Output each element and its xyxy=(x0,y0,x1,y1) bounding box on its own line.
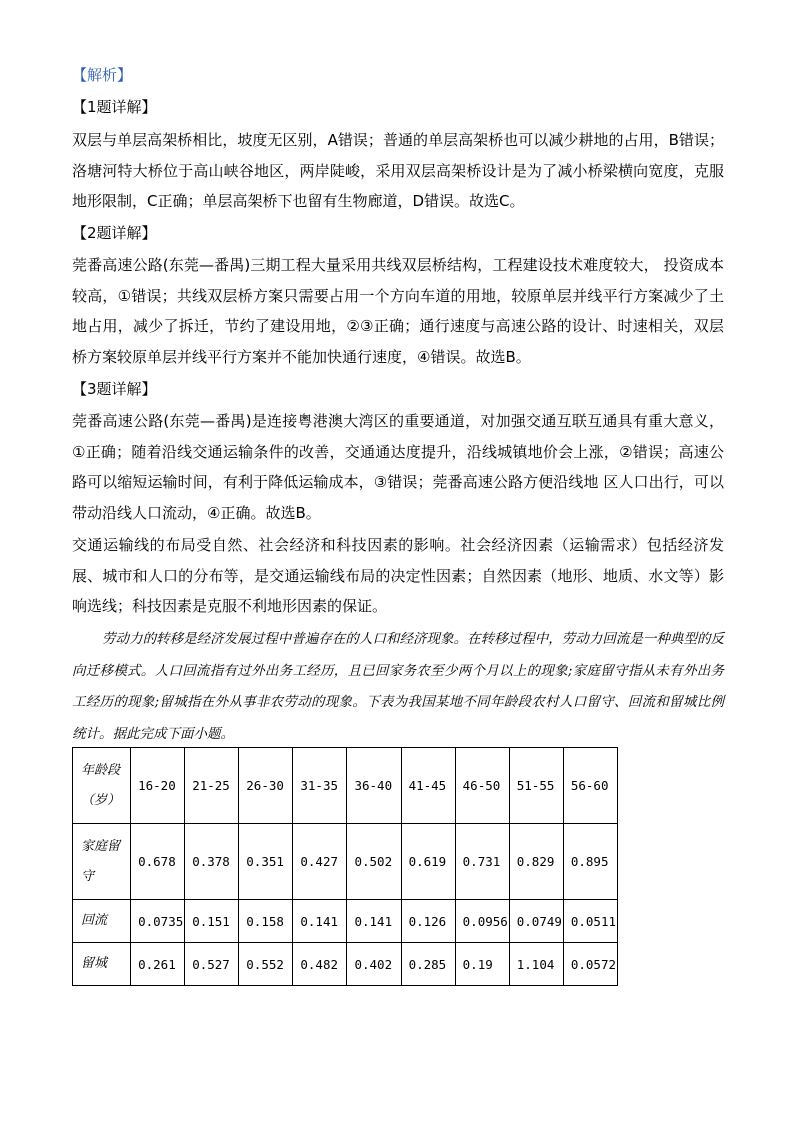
population-ratio-table xyxy=(72,747,618,986)
summary-paragraph: 交通运输线的布局受自然、社会经济和科技因素的影响。社会经济因素（运输需求）包括经济发展、城市和人口的分布等，是交通运输线布局的决定性因素；自然因素（地形、地质、水文等）影响选线；科技因素是克服不利地形因素的保证。 xyxy=(72,536,724,616)
table-cell: 0.402 xyxy=(347,943,401,986)
table-cell: 0.678 xyxy=(131,824,185,900)
next-question-intro: 劳动力的转移是经济发展过程中普遍存在的人口和经济现象。在转移过程中，劳动力回流是一种典型的反向迁移模式。人口回流指有过外出务工经历，且已回家务农至少两个月以上的现象;家庭留守指从未有外出务工经历的现象;留城指在外从事非农劳动的现象。下表为我国某地不同年龄段农村人口留守、回流和留城比例统计。据此完成下面小题。 xyxy=(72,631,724,742)
table-cell: 0.285 xyxy=(401,943,455,986)
table-cell: 0.619 xyxy=(401,824,455,900)
table-cell: 0.351 xyxy=(239,824,293,900)
column-header: 31-35 xyxy=(293,748,347,824)
table-cell: 0.0749 xyxy=(509,900,563,943)
table-cell: 0.261 xyxy=(131,943,185,986)
table-row xyxy=(73,900,618,943)
table-cell: 0.895 xyxy=(563,824,617,900)
table-row xyxy=(73,824,618,900)
column-header: 36-40 xyxy=(347,748,401,824)
table-cell: 0.378 xyxy=(185,824,239,900)
column-header: 46-50 xyxy=(455,748,509,824)
table-cell: 0.502 xyxy=(347,824,401,900)
q3-explanation: 莞番高速公路(东莞—番禺)是连接粤港澳大湾区的重要通道，对加强交通互联互通具有重大意义，①正确；随着沿线交通运输条件的改善，交通通达度提升，沿线城镇地价会上涨，②错误；高速公路可以缩短运输时间，有利于降低运输成本，③错误；莞番高速公路方便沿线地 区人口出行，可以带动沿线人口流动，④正确。故选B。 xyxy=(72,412,724,523)
q2-explanation: 莞番高速公路(东莞—番禺)三期工程大量采用共线双层桥结构，工程建设技术难度较大， 投资成本较高，①错误；共线双层桥方案只需要占用一个方向车道的用地，较原单层并线平行方案减少了土地占用，减少了拆迁，节约了建设用地，②③正确；通行速度与高速公路的设计、时速相关，双层桥方案较原单层并线平行方案并不能加快通行速度，④错误。故选B。 xyxy=(72,256,724,367)
table-cell: 0.0511 xyxy=(563,900,617,943)
table-cell: 0.0572 xyxy=(563,943,617,986)
table-cell: 0.141 xyxy=(293,900,347,943)
column-header: 21-25 xyxy=(185,748,239,824)
column-header: 26-30 xyxy=(239,748,293,824)
table-cell: 0.829 xyxy=(509,824,563,900)
row-label: 家庭留守 xyxy=(73,824,131,900)
table-cell: 0.552 xyxy=(239,943,293,986)
column-header: 51-55 xyxy=(509,748,563,824)
row-label: 留城 xyxy=(73,943,131,986)
q2-heading: 【2题详解】 xyxy=(72,224,157,242)
table-cell: 0.731 xyxy=(455,824,509,900)
table-cell: 0.19 xyxy=(455,943,509,986)
table-cell: 0.126 xyxy=(401,900,455,943)
table-cell: 0.527 xyxy=(185,943,239,986)
table-cell: 0.151 xyxy=(185,900,239,943)
table-header-row xyxy=(73,748,618,824)
table-cell: 0.427 xyxy=(293,824,347,900)
q1-explanation: 双层与单层高架桥相比，坡度无区别，A错误；普通的单层高架桥也可以减少耕地的占用，B错误；洛塘河特大桥位于高山峡谷地区，两岸陡峻，采用双层高架桥设计是为了减小桥梁横向宽度，克服地形限制，C正确；单层高架桥下也留有生物廊道，D错误。故选C。 xyxy=(72,131,724,211)
column-header: 56-60 xyxy=(563,748,617,824)
column-header: 16-20 xyxy=(131,748,185,824)
table-row xyxy=(73,943,618,986)
row-label: 回流 xyxy=(73,900,131,943)
table-cell: 0.0735 xyxy=(131,900,185,943)
q3-heading: 【3题详解】 xyxy=(72,380,157,398)
table-cell: 0.158 xyxy=(239,900,293,943)
table-cell: 0.141 xyxy=(347,900,401,943)
q1-heading: 【1题详解】 xyxy=(72,98,157,116)
table-cell: 0.0956 xyxy=(455,900,509,943)
table-cell: 0.482 xyxy=(293,943,347,986)
column-header: 41-45 xyxy=(401,748,455,824)
table-corner-label: 年龄段（岁） xyxy=(73,748,131,824)
analysis-label: 【解析】 xyxy=(72,66,133,84)
table-cell: 1.104 xyxy=(509,943,563,986)
